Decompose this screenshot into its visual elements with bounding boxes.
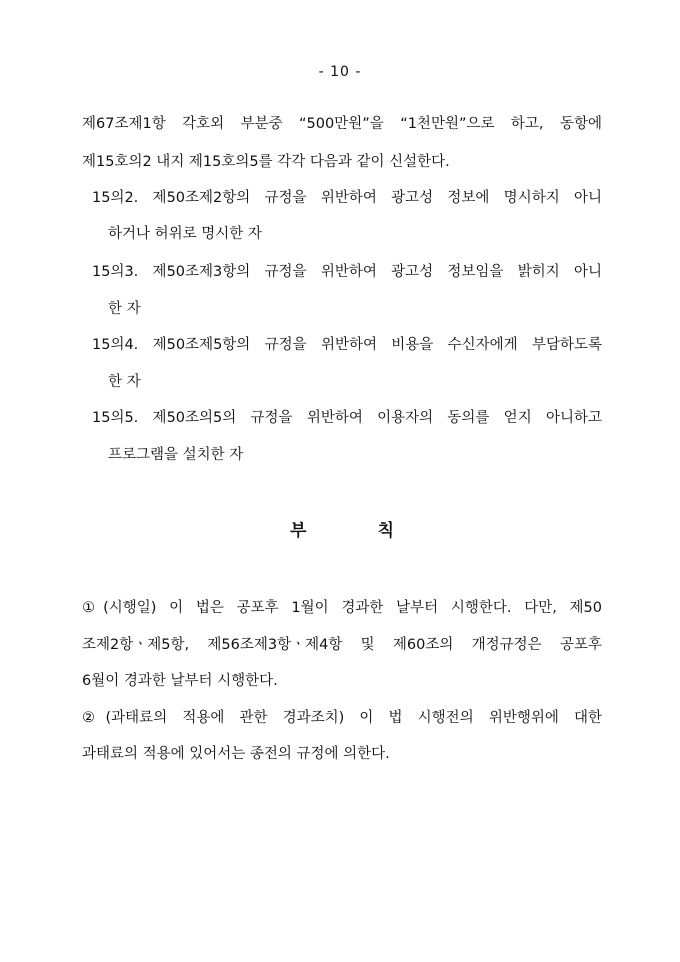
item-15-2-line-1: 15의2. 제50조제2항의 규정을 위반하여 광고성 정보에 명시하지 아니 (92, 190, 602, 206)
item-15-5-line-1: 15의5. 제50조의5의 규정을 위반하여 이용자의 동의를 얻지 아니하고 (92, 410, 602, 426)
intro-line-1: 제67조제1항 각호외 부분중 “500만원”을 “1천만원”으로 하고, 동항에 (82, 116, 602, 132)
item-15-3-line-2: 한 자 (108, 301, 141, 317)
item-15-3-line-1: 15의3. 제50조제3항의 규정을 위반하여 광고성 정보임을 밝히지 아니 (92, 264, 602, 280)
page-number: - 10 - (318, 64, 362, 80)
addenda-para-1-line-3: 6월이 경과한 날부터 시행한다. (82, 673, 278, 689)
addenda-title-char-2: 칙 (377, 521, 394, 541)
addenda-para-1-line-1: ①(시행일) 이 법은 공포후 1월이 경과한 날부터 시행한다. 다만, 제50 (82, 600, 602, 616)
addenda-para-2-line-1: ②(과태료의 적용에 관한 경과조치) 이 법 시행전의 위반행위에 대한 (82, 710, 602, 726)
addenda-title-char-1: 부 (290, 521, 307, 541)
addenda-title (290, 516, 394, 541)
intro-line-2: 제15호의2 내지 제15호의5를 각각 다음과 같이 신설한다. (82, 154, 450, 170)
item-15-4-line-1: 15의4. 제50조제5항의 규정을 위반하여 비용을 수신자에게 부담하도록 (92, 337, 602, 353)
item-15-2-line-2: 하거나 허위로 명시한 자 (108, 226, 262, 242)
addenda-para-2-line-2: 과태료의 적용에 있어서는 종전의 규정에 의한다. (82, 746, 390, 762)
item-15-5-line-2: 프로그램을 설치한 자 (108, 447, 244, 463)
addenda-para-1-line-2: 조제2항ㆍ제5항, 제56조제3항ㆍ제4항 및 제60조의 개정규정은 공포후 (82, 637, 602, 653)
item-15-4-line-2: 한 자 (108, 374, 141, 390)
